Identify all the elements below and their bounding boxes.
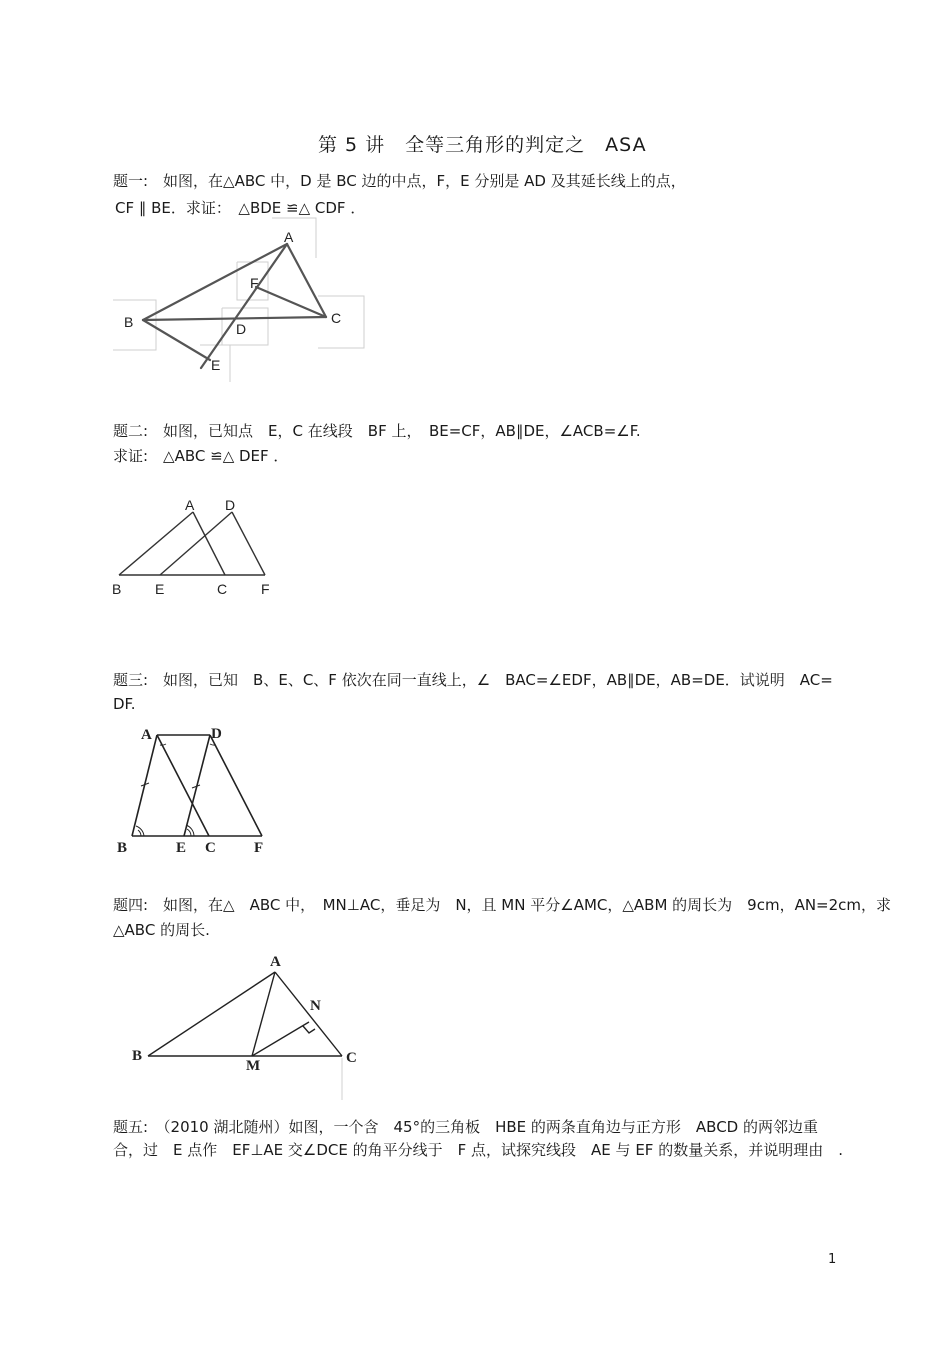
problem-5-line-2: 合，过 E 点作 EF⊥AE 交∠DCE 的角平分线于 F 点，试探究线段 AE 与 EF 的数量关系，并说明理由 .: [113, 1141, 843, 1159]
problem-3-line-2: DF.: [113, 695, 136, 713]
problem-5-line-1: 题五: （2010 湖北随州）如图，一个含 45°的三角板 HBE 的两条直角边与正方形 ABCD 的两邻边重: [113, 1118, 818, 1136]
fig3-label-F: F: [254, 840, 264, 856]
problem-3-line-1: 题三: 如图，已知 B、E、C、F 依次在同一直线上，∠ BAC=∠EDF，AB∥DE，AB=DE．试说明 AC=: [113, 671, 833, 689]
problem-1-line-2: CF ∥ BE．求证： △BDE ≌△ CDF ．: [115, 199, 366, 217]
problem-1-line-1: 题一: 如图，在△ABC 中，D 是 BC 边的中点，F，E 分别是 AD 及其延长线上的点，: [113, 172, 686, 190]
problem-2-line-2: 求证: △ABC ≌△ DEF ．: [113, 447, 289, 465]
fig2-label-C: C: [217, 581, 228, 597]
page-number: 1: [828, 1252, 837, 1267]
fig1-label-E: E: [211, 357, 221, 373]
fig1-label-A: A: [284, 229, 294, 245]
fig1-label-C: C: [331, 310, 342, 326]
fig1-label-D: D: [236, 321, 247, 337]
problem-2-line-1: 题二: 如图，已知点 E，C 在线段 BF 上， BE=CF，AB∥DE，∠ACB=∠F.: [113, 422, 641, 440]
problem-4-line-1: 题四: 如图，在△ ABC 中， MN⊥AC，垂足为 N，且 MN 平分∠AMC，△ABM 的周长为 9cm，AN=2cm，求: [113, 896, 892, 914]
fig1-label-F: F: [250, 275, 259, 291]
fig1-label-B: B: [124, 314, 134, 330]
fig3-label-A: A: [141, 727, 152, 743]
fig2-label-B: B: [112, 581, 122, 597]
fig2-label-E: E: [155, 581, 165, 597]
fig2-label-A: A: [185, 497, 195, 513]
fig2-label-F: F: [261, 581, 270, 597]
fig4-label-A: A: [270, 954, 281, 970]
fig3-label-C: C: [205, 840, 216, 856]
fig4-label-B: B: [132, 1048, 143, 1064]
page-title: 第 5 讲 全等三角形的判定之 ASA: [318, 134, 647, 156]
fig4-label-M: M: [246, 1058, 261, 1074]
fig2-label-D: D: [225, 497, 236, 513]
fig4-label-N: N: [310, 998, 321, 1014]
problem-4-line-2: △ABC 的周长.: [113, 921, 210, 939]
fig3-label-B: B: [117, 840, 128, 856]
fig4-label-C: C: [346, 1050, 357, 1066]
fig3-label-E: E: [176, 840, 187, 856]
fig3-label-D: D: [211, 726, 222, 742]
